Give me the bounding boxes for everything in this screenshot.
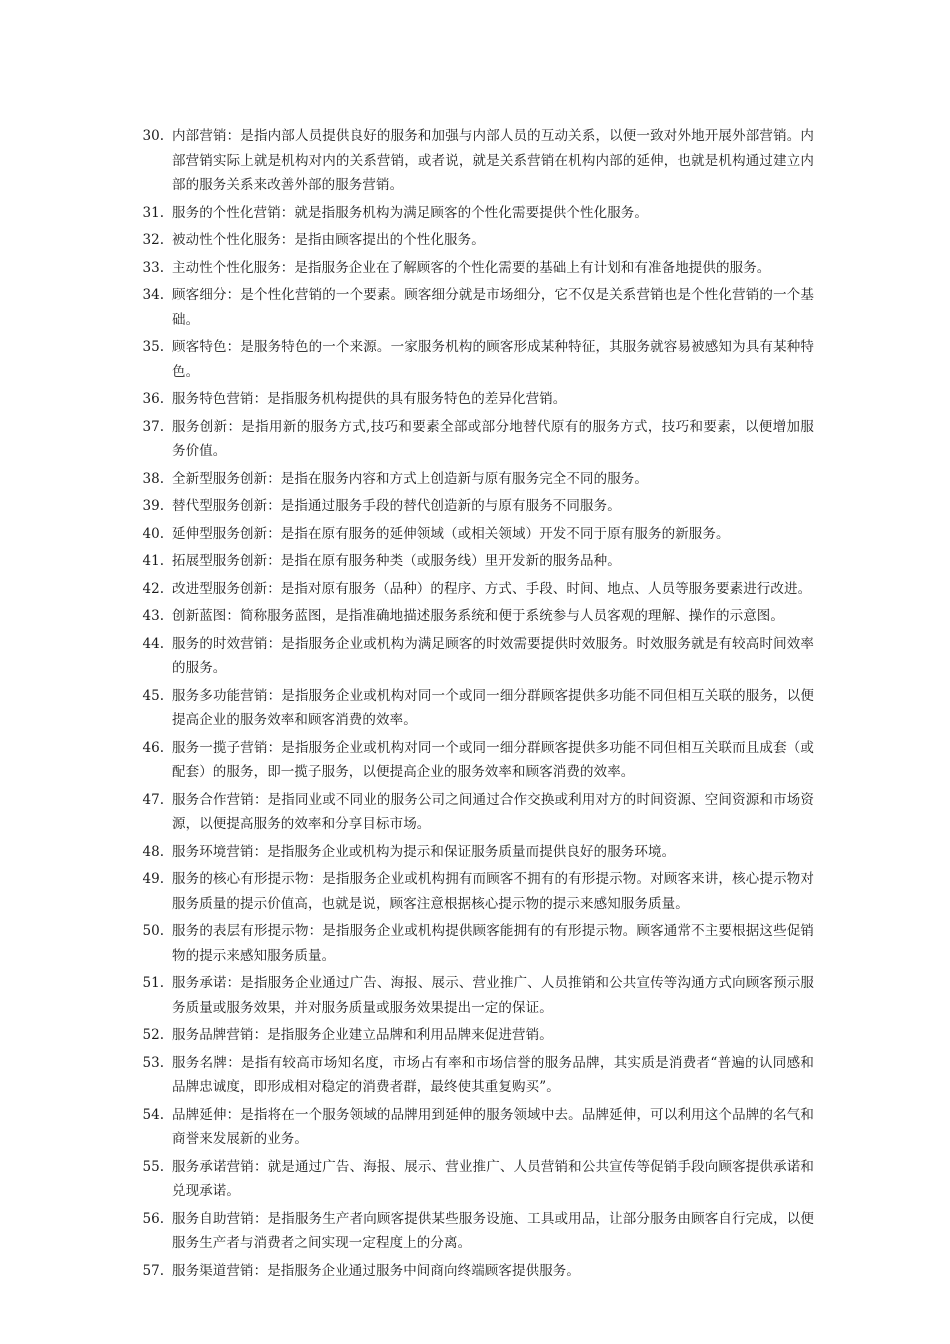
item-number: 50.: [142, 923, 164, 939]
list-item: [0, 283, 950, 332]
item-definition: 服务自助营销：是指服务生产者向顾客提供某些服务设施、工具或用品，让部分服务由顾客自行完成，以便服务生产者与消费者之间实现一定程度上的分离。: [172, 1210, 814, 1251]
list-item: [0, 1023, 950, 1048]
list-item: [0, 632, 950, 681]
item-number: 39.: [142, 498, 164, 514]
item-number: 42.: [142, 580, 164, 597]
item-definition: 拓展型服务创新：是指在原有服务种类（或服务线）里开发新的服务品种。: [172, 553, 621, 569]
item-definition: 替代型服务创新：是指通过服务手段的替代创造新的与原有服务不同服务。: [172, 498, 621, 514]
item-definition: 被动性个性化服务：是指由顾客提出的个性化服务。: [172, 232, 485, 248]
list-item: [0, 1259, 950, 1284]
item-number: 38.: [142, 470, 164, 487]
list-item: [0, 1207, 950, 1256]
item-number: 30.: [142, 128, 164, 144]
item-definition: 服务的个性化营销：就是指服务机构为满足顾客的个性化需要提供个性化服务。: [172, 204, 648, 221]
item-definition: 服务品牌营销：是指服务企业建立品牌和利用品牌来促进营销。: [172, 1027, 553, 1043]
list-item: [0, 736, 950, 785]
list-item: [0, 387, 950, 412]
list-item: [0, 256, 950, 281]
item-number: 31.: [142, 204, 164, 221]
item-number: 49.: [142, 871, 164, 887]
item-definition: 顾客细分：是个性化营销的一个要素。顾客细分就是市场细分，它不仅是关系营销也是个性化营销的一个基础。: [172, 287, 814, 328]
list-item: [0, 124, 950, 198]
item-definition: 服务多功能营销：是指服务企业或机构对同一个或同一细分群顾客提供多功能不同但相互关联的服务，以便提高企业的服务效率和顾客消费的效率。: [172, 687, 814, 728]
item-definition: 创新蓝图：简称服务蓝图，是指准确地描述服务系统和便于系统参与人员客观的理解、操作的示意图。: [172, 608, 784, 624]
item-definition: 顾客特色：是服务特色的一个来源。一家服务机构的顾客形成某种特征，其服务就容易被感知为具有某种特色。: [172, 339, 814, 380]
item-definition: 服务名牌：是指有较高市场知名度，市场占有率和市场信誉的服务品牌，其实质是消费者“普遍的认同感和品牌忠诚度，即形成相对稳定的消费者群，最终使其重复购买”。: [172, 1054, 814, 1095]
list-item: [0, 867, 950, 916]
item-definition: 服务一揽子营销：是指服务企业或机构对同一个或同一细分群顾客提供多功能不同但相互关联而且成套（或配套）的服务，即一揽子服务，以便提高企业的服务效率和顾客消费的效率。: [172, 739, 814, 780]
item-number: 55.: [142, 1158, 164, 1175]
item-number: 32.: [142, 232, 164, 248]
item-number: 53.: [142, 1054, 164, 1071]
item-definition: 服务创新：是指用新的服务方式,技巧和要素全部或部分地替代原有的服务方式，技巧和要素，以便增加服务价值。: [172, 418, 814, 459]
item-definition: 服务承诺：是指服务企业通过广告、海报、展示、营业推广、人员推销和公共宣传等沟通方式向顾客预示服务质量或服务效果，并对服务质量或服务效果提出一定的保证。: [172, 975, 814, 1016]
item-definition: 主动性个性化服务：是指服务企业在了解顾客的个性化需要的基础上有计划和有准备地提供的服务。: [172, 259, 771, 276]
item-number: 52.: [142, 1027, 164, 1043]
list-item: [0, 684, 950, 733]
item-definition: 服务的时效营销：是指服务企业或机构为满足顾客的时效需要提供时效服务。时效服务就是有较高时间效率的服务。: [172, 635, 814, 676]
item-definition: 内部营销：是指内部人员提供良好的服务和加强与内部人员的互动关系，以便一致对外地开展外部营销。内部营销实际上就是机构对内的关系营销，或者说，就是关系营销在机构内部的延伸，也就是机构通过建立内部的服务关系来改善外部的服务营销。: [172, 128, 814, 193]
item-number: 40.: [142, 525, 164, 542]
item-number: 44.: [142, 635, 164, 652]
list-item: [0, 971, 950, 1020]
item-definition: 服务特色营销：是指服务机构提供的具有服务特色的差异化营销。: [172, 391, 567, 407]
list-item: [0, 335, 950, 384]
item-number: 51.: [142, 975, 164, 991]
list-item: [0, 415, 950, 464]
item-number: 46.: [142, 739, 164, 756]
list-item: [0, 788, 950, 837]
list-item: [0, 1103, 950, 1152]
item-number: 34.: [142, 287, 164, 303]
list-item: [0, 201, 950, 226]
list-item: [0, 840, 950, 865]
list-item: [0, 1155, 950, 1204]
item-number: 36.: [142, 391, 164, 407]
list-item: [0, 522, 950, 547]
item-definition: 服务环境营销：是指服务企业或机构为提示和保证服务质量而提供良好的服务环境。: [172, 843, 676, 860]
list-item: [0, 604, 950, 629]
item-number: 54.: [142, 1106, 164, 1123]
item-number: 47.: [142, 791, 164, 808]
item-number: 57.: [142, 1262, 164, 1279]
item-number: 37.: [142, 418, 164, 435]
item-definition: 服务的核心有形提示物：是指服务企业或机构拥有而顾客不拥有的有形提示物。对顾客来讲，核心提示物对服务质量的提示价值高，也就是说，顾客注意根据核心提示物的提示来感知服务质量。: [172, 871, 814, 912]
item-definition: 全新型服务创新：是指在服务内容和方式上创造新与原有服务完全不同的服务。: [172, 470, 648, 487]
item-definition: 改进型服务创新：是指对原有服务（品种）的程序、方式、手段、时间、地点、人员等服务要素进行改进。: [172, 580, 812, 597]
item-definition: 品牌延伸：是指将在一个服务领域的品牌用到延伸的服务领域中去。品牌延伸，可以利用这个品牌的名气和商誉来发展新的业务。: [172, 1106, 814, 1147]
list-item: [0, 549, 950, 574]
list-item: [0, 1051, 950, 1100]
list-item: [0, 467, 950, 492]
list-item: [0, 494, 950, 519]
item-number: 41.: [142, 553, 164, 569]
item-number: 43.: [142, 608, 164, 624]
item-number: 48.: [142, 843, 164, 860]
list-item: [0, 228, 950, 253]
item-definition: 服务合作营销：是指同业或不同业的服务公司之间通过合作交换或利用对方的时间资源、空间资源和市场资源，以便提高服务的效率和分享目标市场。: [172, 791, 814, 832]
item-number: 56.: [142, 1210, 164, 1227]
item-number: 35.: [142, 339, 164, 355]
item-number: 33.: [142, 259, 164, 276]
definition-list: [0, 124, 950, 1286]
item-definition: 服务承诺营销：就是通过广告、海报、展示、营业推广、人员营销和公共宣传等促销手段向顾客提供承诺和兑现承诺。: [172, 1158, 814, 1199]
item-definition: 服务的表层有形提示物：是指服务企业或机构提供顾客能拥有的有形提示物。顾客通常不主要根据这些促销物的提示来感知服务质量。: [172, 923, 814, 964]
item-definition: 延伸型服务创新：是指在原有服务的延伸领域（或相关领域）开发不同于原有服务的新服务。: [172, 525, 730, 542]
list-item: [0, 919, 950, 968]
list-item: [0, 577, 950, 602]
item-number: 45.: [142, 687, 164, 704]
item-definition: 服务渠道营销：是指服务企业通过服务中间商向终端顾客提供服务。: [172, 1262, 580, 1279]
